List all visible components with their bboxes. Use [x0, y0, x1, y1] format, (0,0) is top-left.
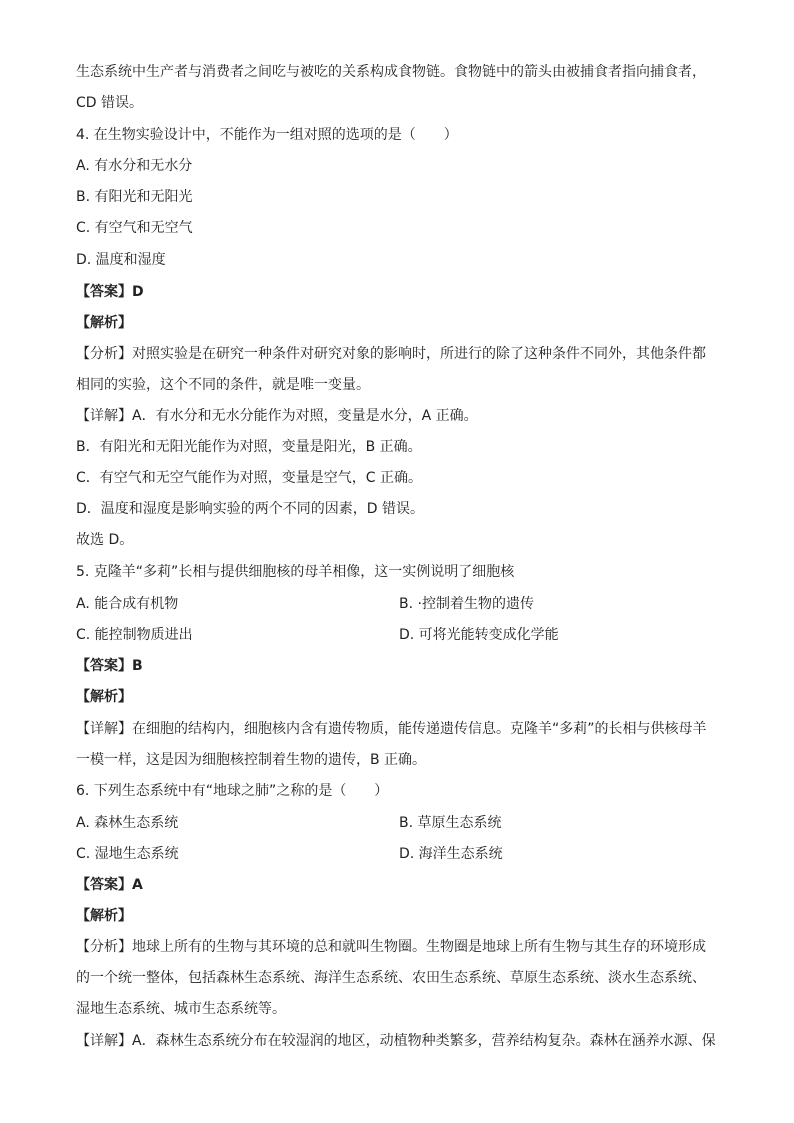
- text-line: 【详解】在细胞的结构内，细胞核内含有遗传物质，能传递遗传信息。克隆羊“多莉”的长相与供核母羊: [76, 721, 707, 737]
- answer-line: 【答案】B: [76, 658, 143, 674]
- analysis-heading: 【解析】: [76, 315, 132, 331]
- question-6-option-d: D. 海洋生态系统: [399, 846, 503, 862]
- question-6-option-a: A. 森林生态系统: [76, 815, 179, 831]
- question-5-option-a: A. 能合成有机物: [76, 596, 179, 612]
- question-5-option-c: C. 能控制物质进出: [76, 627, 193, 643]
- text-line: 的一个统一整体，包括森林生态系统、海洋生态系统、农田生态系统、草原生态系统、淡水生态系统、: [76, 970, 706, 986]
- question-4-option-d: D. 温度和湿度: [76, 252, 166, 268]
- question-4-option-b: B. 有阳光和无阳光: [76, 189, 193, 205]
- text-line: C．有空气和无空气能作为对照，变量是空气，C 正确。: [76, 470, 422, 486]
- text-line: 一模一样，这是因为细胞核控制着生物的遗传，B 正确。: [76, 752, 427, 768]
- text-line: 相同的实验，这个不同的条件，就是唯一变量。: [76, 377, 370, 393]
- answer-line: 【答案】A: [76, 877, 143, 893]
- text-line: 【详解】A．森林生态系统分布在较湿润的地区，动植物种类繁多，营养结构复杂。森林在涵养水源、保: [76, 1033, 716, 1049]
- text-line: 【详解】A．有水分和无水分能作为对照，变量是水分，A 正确。: [76, 408, 478, 424]
- question-6-option-c: C. 湿地生态系统: [76, 846, 179, 862]
- text-line: 湿地生态系统、城市生态系统等。: [76, 1001, 286, 1017]
- analysis-heading: 【解析】: [76, 689, 132, 705]
- question-6-option-b: B. 草原生态系统: [399, 815, 502, 831]
- text-line: 故选 D。: [76, 532, 134, 548]
- text-line: B．有阳光和无阳光能作为对照，变量是阳光，B 正确。: [76, 439, 422, 455]
- question-5-option-d: D. 可将光能转变成化学能: [399, 627, 559, 643]
- text-line: 【分析】地球上所有的生物与其环境的总和就叫生物圈。生物圈是地球上所有生物与其生存的环境形成: [76, 939, 706, 955]
- question-5-option-b: B. ·控制着生物的遗传: [399, 596, 534, 612]
- answer-line: 【答案】D: [76, 284, 144, 300]
- question-6-stem: 6. 下列生态系统中有“地球之肺”之称的是（ ）: [76, 783, 389, 799]
- question-4-option-a: A. 有水分和无水分: [76, 158, 193, 174]
- text-line: D．温度和湿度是影响实验的两个不同的因素，D 错误。: [76, 501, 425, 517]
- question-4-option-c: C. 有空气和无空气: [76, 220, 193, 236]
- question-4-stem: 4. 在生物实验设计中，不能作为一组对照的选项的是（ ）: [76, 127, 458, 143]
- question-5-stem: 5. 克隆羊“多莉”长相与提供细胞核的母羊相像，这一实例说明了细胞核: [76, 564, 515, 580]
- text-line: CD 错误。: [76, 95, 144, 111]
- text-line: 生态系统中生产者与消费者之间吃与被吃的关系构成食物链。食物链中的箭头由被捕食者指向捕食者，: [76, 64, 706, 80]
- analysis-heading: 【解析】: [76, 908, 132, 924]
- text-line: 【分析】对照实验是在研究一种条件对研究对象的影响时，所进行的除了这种条件不同外，其他条件都: [76, 346, 706, 362]
